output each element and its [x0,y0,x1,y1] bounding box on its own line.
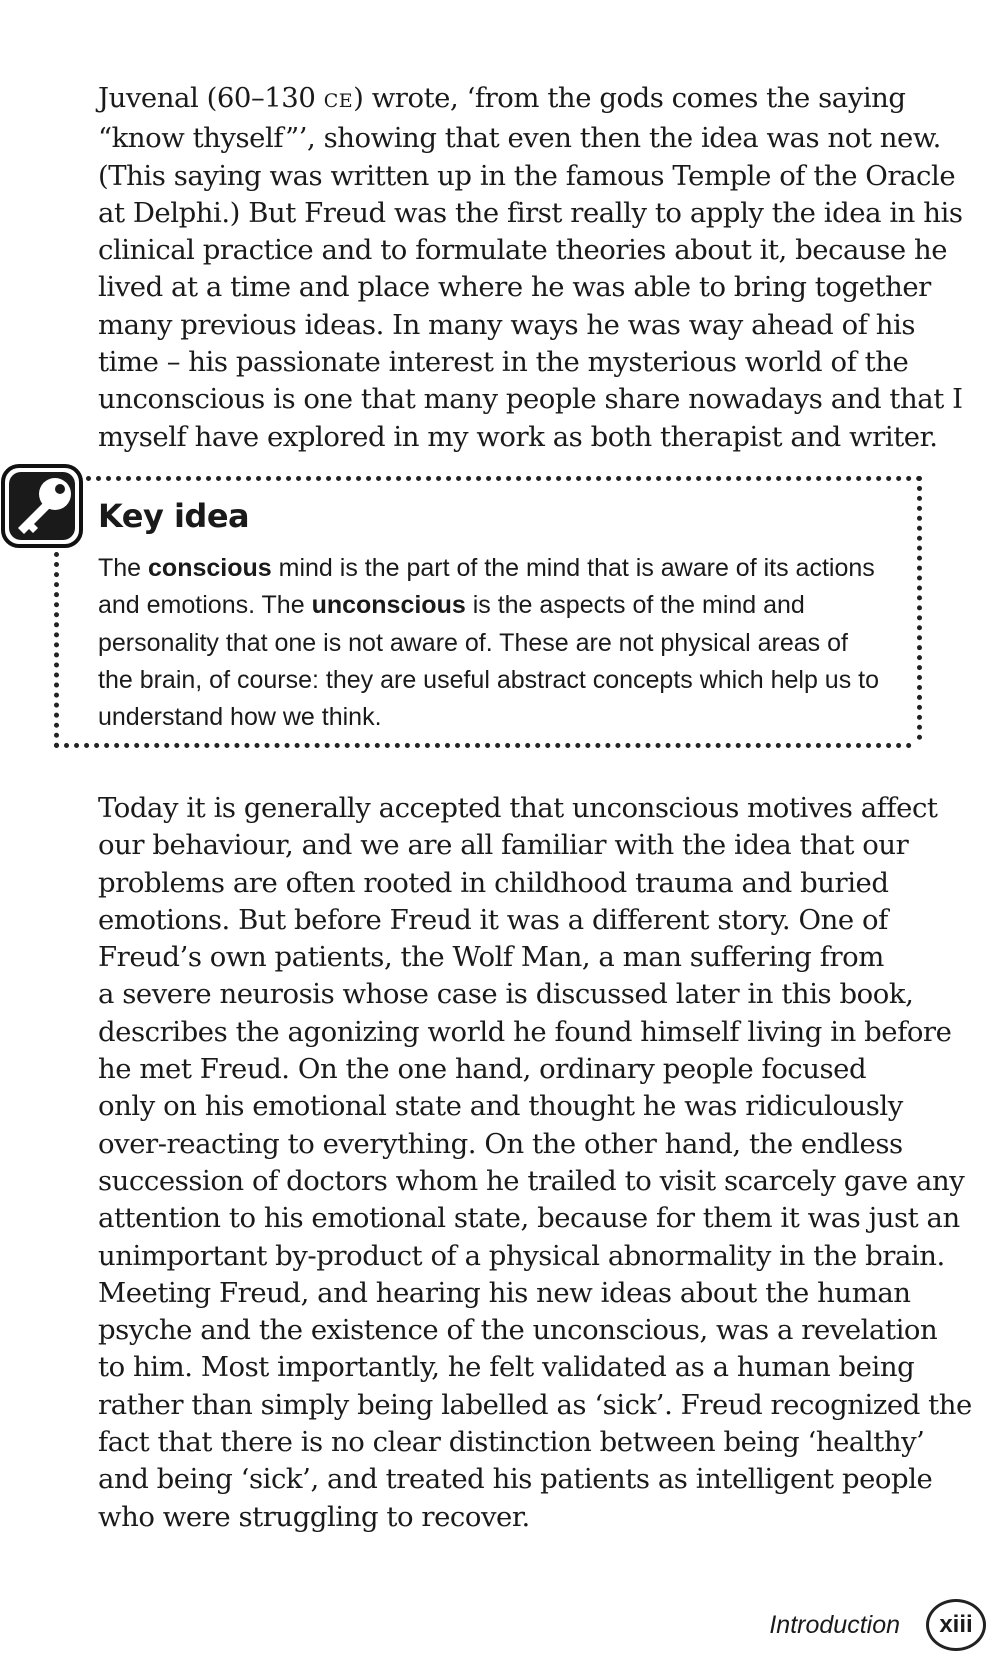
text-line: understand how we think. [98,703,382,732]
text-line: problems are often rooted in childhood trauma and buried [98,866,889,899]
dotted-border-bottom [54,743,912,748]
text-line: (This saying was written up in the famous Temple of the Oracle [98,159,956,192]
text-line: rather than simply being labelled as ‘sick’. Freud recognized the [98,1388,972,1421]
text-line: emotions. But before Freud it was a different story. One of [98,903,888,936]
text-line: attention to his emotional state, because for them it was just an [98,1202,960,1235]
text-line: and emotions. The unconscious is the aspects of the mind and [98,591,805,620]
dotted-border-left [54,552,59,748]
text-line: many previous ideas. In many ways he was way ahead of his [98,308,915,341]
text-line: succession of doctors whom he trailed to visit scarcely gave any [98,1164,965,1197]
text-line: The conscious mind is the part of the mind that is aware of its actions [98,554,875,582]
text-line: lived at a time and place where he was able to bring together [98,271,931,304]
text-line: Today it is generally accepted that unconscious motives affect [98,792,938,824]
section-label: Introduction [769,1611,900,1639]
text-line: to him. Most importantly, he felt validated as a human being [98,1351,915,1384]
key-icon [0,462,84,550]
era-abbreviation: CE [323,90,354,112]
text-line: he met Freud. On the one hand, ordinary people focused [98,1053,867,1086]
text-line: unimportant by-product of a physical abnormality in the brain. [98,1239,945,1272]
text-line: the brain, of course: they are useful abstract concepts which help us to [98,665,879,694]
text-line: unconscious is one that many people share nowadays and that I [98,383,963,416]
key-idea-text [98,550,898,736]
text-line: our behaviour, and we are all familiar with the idea that our [98,829,909,862]
text-line: clinical practice and to formulate theories about it, because he [98,234,948,267]
text-line: only on his emotional state and thought he was ridiculously [98,1090,903,1123]
text-line: Juvenal (60–130 CE) wrote, ‘from the gods comes the saying [98,82,906,114]
text-line: over-reacting to everything. On the other hand, the endless [98,1127,903,1160]
text-line: personality that one is not aware of. These are not physical areas of [98,628,848,657]
text-line: who were struggling to recover. [98,1500,530,1533]
text-line: Meeting Freud, and hearing his new ideas about the human [98,1276,911,1309]
dotted-border-top [86,476,922,481]
term-unconscious: unconscious [311,591,466,620]
text-line: Freud’s own patients, the Wolf Man, a man suffering from [98,941,884,974]
text-line: psyche and the existence of the unconscious, was a revelation [98,1314,938,1347]
text-line: myself have explored in my work as both therapist and writer. [98,420,938,453]
dotted-border-right [917,476,922,740]
text-line: and being ‘sick’, and treated his patients as intelligent people [98,1463,933,1496]
term-conscious: conscious [148,554,272,582]
main-paragraph [98,790,972,1536]
key-idea-title: Key idea [98,497,250,535]
text-line: at Delphi.) But Freud was the first really to apply the idea in his [98,196,963,229]
text-line: fact that there is no clear distinction between being ‘healthy’ [98,1426,925,1459]
page-number: xiii [926,1599,986,1651]
text-line: time – his passionate interest in the mysterious world of the [98,346,909,379]
text-line: describes the agonizing world he found himself living in before [98,1015,952,1048]
text-line: “know thyself”’, showing that even then the idea was not new. [98,122,941,155]
text-line: a severe neurosis whose case is discussed later in this book, [98,978,914,1011]
intro-paragraph [98,80,963,456]
